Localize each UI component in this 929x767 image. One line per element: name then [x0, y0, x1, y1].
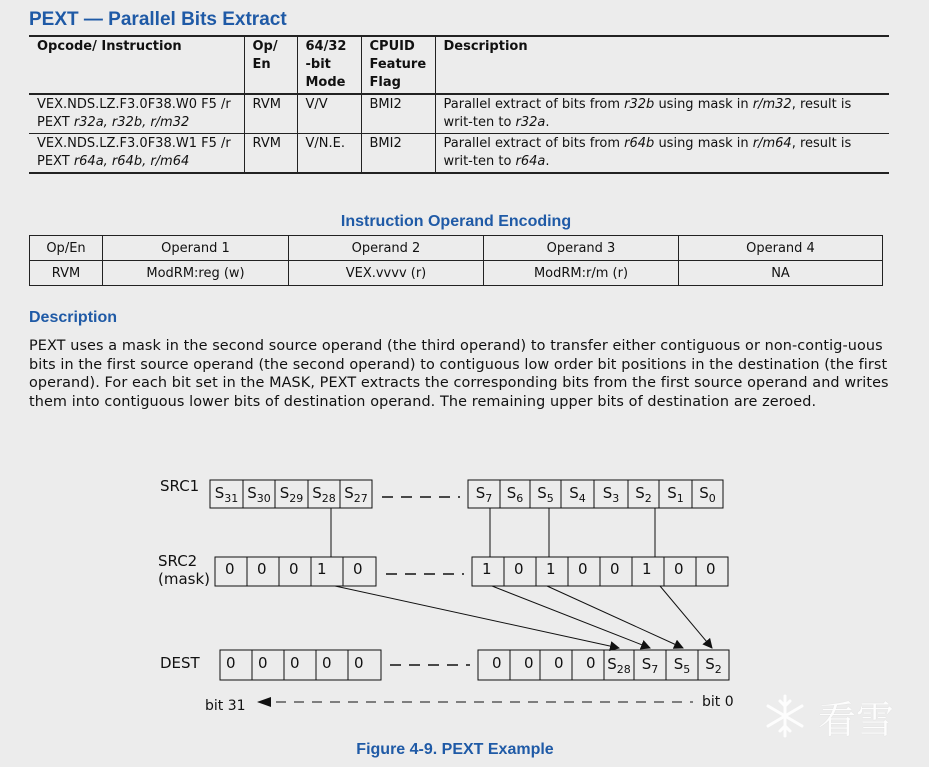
desc-part: .: [545, 115, 550, 130]
figure-caption: Figure 4-9. PEXT Example: [356, 741, 554, 758]
opcode-table: [29, 35, 889, 174]
header-op-en: Op/ En: [244, 36, 297, 94]
header-mode: 64/32 -bit Mode: [297, 36, 361, 94]
src2-bit-value: 1: [482, 560, 492, 578]
src2-bit-value: 0: [610, 560, 620, 578]
watermark-text: 看雪: [818, 697, 895, 742]
src1-bit-label: $S_7$: [475, 484, 493, 505]
src1-bit-label: $S_5$: [537, 484, 554, 505]
table-row: [30, 261, 883, 286]
src2-bit-value: 1: [546, 560, 556, 578]
cpuid-cell: BMI2: [361, 134, 435, 174]
dest-cell: [252, 650, 284, 680]
desc-operand: r32a: [515, 115, 546, 130]
description-text: PEXT uses a mask in the second source operand (the third operand) to transfer either contiguous or non-contig-uous bits in the first source operand (the second operand) to contiguous low order bit positions in the destination (the first operand). For each bit set in the MASK, PEXT extracts the corresponding bits from the first source operand and writes them into contiguous lower bits of destination operand. The remaining upper bits of destination are zeroed.: [29, 338, 889, 410]
mode-cell: V/N.E.: [297, 134, 361, 174]
enc-cell-operand2: VEX.vvvv (r): [289, 261, 484, 286]
operand-encoding-caption: Instruction Operand Encoding: [340, 213, 572, 230]
src1-bit-label: $S_{31}$: [214, 484, 239, 505]
dest-bit-value: 0: [354, 654, 364, 672]
op-en-cell: RVM: [244, 94, 297, 134]
src2-label: SRC2: [158, 552, 198, 570]
dest-bit-label: $S_2$: [705, 655, 722, 676]
extract-arrow: [660, 586, 712, 648]
src2-bit-value: 0: [289, 560, 299, 578]
description-cell: [435, 134, 889, 174]
src2-bit-value: 0: [257, 560, 267, 578]
enc-cell-operand3: ModRM:r/m (r): [484, 261, 679, 286]
dest-bit-label: $S_5$: [673, 655, 691, 676]
dest-bit-value: 0: [586, 654, 596, 672]
extract-arrow: [492, 586, 650, 648]
description-heading: Description: [29, 309, 118, 326]
src1-bit-label: $S_{29}$: [279, 484, 304, 505]
dest-bit-value: 0: [492, 654, 502, 672]
page-title: PEXT — Parallel Bits Extract: [29, 9, 287, 30]
src2-bit-value: 0: [674, 560, 684, 578]
dest-bit-label: $S_{28}$: [607, 655, 631, 676]
extract-arrow: [547, 586, 683, 648]
src2-bit-value: 0: [578, 560, 588, 578]
desc-part: using mask in: [654, 97, 753, 112]
src2-bit-value: 0: [706, 560, 716, 578]
opcode-cell: [29, 94, 244, 134]
opcode-text: VEX.NDS.LZ.F3.0F38.W0 F5 /r: [37, 97, 231, 112]
bit0-label: bit 0: [702, 694, 734, 710]
dest-bit-value: 0: [524, 654, 534, 672]
desc-operand: r64a: [515, 154, 546, 169]
desc-operand: r64b: [624, 136, 655, 151]
dest-bit-value: 0: [258, 654, 268, 672]
desc-part: .: [545, 154, 550, 169]
src2-cell: [311, 557, 343, 586]
snowflake-icon: [760, 691, 810, 741]
src2-bit-value: 1: [317, 560, 327, 578]
dest-bit-value: 0: [290, 654, 300, 672]
desc-part: , result is writ-ten to: [443, 136, 852, 169]
dest-cell: [316, 650, 348, 680]
operand-encoding-table: [29, 235, 883, 286]
src1-bit-label: $S_4$: [569, 484, 586, 505]
src2-bit-value: 0: [514, 560, 524, 578]
src1-bit-label: $S_1$: [667, 484, 684, 505]
src1-bit-label: $S_{30}$: [247, 484, 271, 505]
table-row: [29, 134, 889, 174]
mode-cell: V/V: [297, 94, 361, 134]
desc-operand: r/m32: [752, 97, 792, 112]
instruction-mnemonic: PEXT: [37, 115, 74, 130]
dest-bit-label: $S_7$: [641, 655, 659, 676]
desc-part: using mask in: [654, 136, 753, 151]
enc-cell-operand4: NA: [679, 261, 883, 286]
instruction-mnemonic: PEXT: [37, 154, 74, 169]
dest-label: DEST: [160, 654, 200, 672]
watermark: [760, 686, 920, 746]
enc-header-operand2: Operand 2: [289, 236, 484, 261]
header-cpuid: CPUID Feature Flag: [361, 36, 435, 94]
opcode-text: VEX.NDS.LZ.F3.0F38.W1 F5 /r: [37, 136, 231, 151]
enc-header-operand3: Operand 3: [484, 236, 679, 261]
src1-bit-label: $S_3$: [602, 484, 620, 505]
enc-header-operand4: Operand 4: [679, 236, 883, 261]
opcode-cell: [29, 134, 244, 174]
table-row: [29, 94, 889, 134]
src2-mask-label: (mask): [158, 570, 211, 588]
header-description: Description: [435, 36, 889, 94]
description-cell: [435, 94, 889, 134]
dest-cell: [284, 650, 316, 680]
dest-bit-value: 0: [322, 654, 332, 672]
src1-bit-label: $S_{28}$: [312, 484, 336, 505]
enc-cell-operand1: ModRM:reg (w): [103, 261, 289, 286]
instruction-operands: r32a, r32b, r/m32: [73, 115, 190, 130]
desc-part: Parallel extract of bits from: [443, 136, 625, 151]
encoding-header-row: [30, 236, 883, 261]
instruction-operands: r64a, r64b, r/m64: [73, 154, 190, 169]
src2-bit-value: 0: [225, 560, 235, 578]
desc-operand: r/m64: [752, 136, 792, 151]
src2-bit-value: 1: [642, 560, 652, 578]
dest-bit-value: 0: [226, 654, 236, 672]
extract-arrow: [335, 586, 619, 648]
src2-bit-value: 0: [353, 560, 363, 578]
src1-label: SRC1: [160, 477, 200, 495]
src1-bit-label: $S_6$: [506, 484, 524, 505]
src1-bit-label: $S_{27}$: [344, 484, 368, 505]
op-en-cell: RVM: [244, 134, 297, 174]
header-opcode-instruction: Opcode/ Instruction: [29, 36, 244, 94]
desc-operand: r32b: [624, 97, 655, 112]
dest-cell: [220, 650, 252, 680]
desc-part: Parallel extract of bits from: [443, 97, 625, 112]
desc-part: , result is writ-ten to: [443, 97, 852, 130]
enc-header-operand1: Operand 1: [103, 236, 289, 261]
cpuid-cell: BMI2: [361, 94, 435, 134]
enc-cell-op-en: RVM: [30, 261, 103, 286]
opcode-table-header: [29, 36, 889, 94]
dest-cell: [348, 650, 381, 680]
src1-bit-label: $S_2$: [635, 484, 652, 505]
enc-header-op-en: Op/En: [30, 236, 103, 261]
src1-bit-label: $S_0$: [699, 484, 716, 505]
bit31-label: bit 31: [205, 698, 246, 714]
dest-bit-value: 0: [554, 654, 564, 672]
